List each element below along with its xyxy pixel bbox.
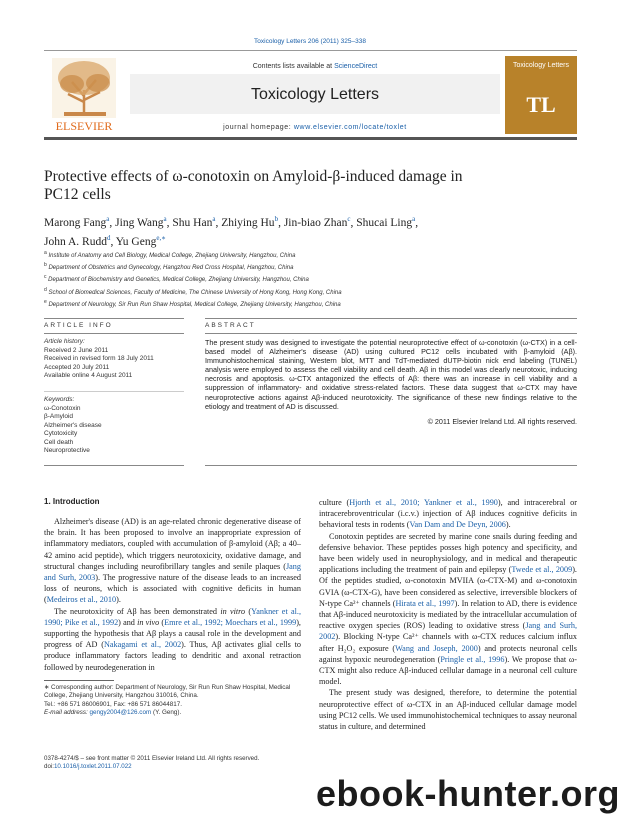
citation-link[interactable]: Nakagami et al., 2002 [103, 640, 182, 650]
article-title: Protective effects of ω-conotoxin on Amyloid-β-induced damage in PC12 cells [44, 168, 463, 203]
author-name[interactable]: Shu Han [172, 216, 213, 229]
author-affiliation-marker[interactable]: c [347, 215, 351, 223]
doi-link[interactable]: 10.1016/j.toxlet.2011.07.022 [53, 763, 132, 770]
history-item: Accepted 20 July 2011 [44, 363, 110, 371]
corresponding-author-footnote [44, 684, 301, 717]
corresponding-email-line: E-mail address: gengy2004@126.com (Y. Geng). [44, 708, 182, 716]
citation-link[interactable]: Pringle et al., 1996 [440, 654, 505, 664]
keyword-item: Alzheimer's disease [44, 421, 102, 429]
author-name[interactable]: John A. Rudd [44, 235, 107, 248]
keywords-rule [44, 391, 184, 392]
intro-paragraph: culture (Hjorth et al., 2010; Yankner et al., 1990), and intracerebral or intracerebroventricular (i.c.v.) injection of Aβ induces cognitive deficits in behavioral tests in rodents (Van Dam and De Deyn, 2006). [319, 498, 577, 530]
author-name[interactable]: Yu Geng [115, 235, 157, 248]
author-affiliation-marker[interactable]: a [412, 215, 416, 223]
keyword-item: Cell death [44, 438, 74, 446]
author-affiliation-marker[interactable]: b [274, 215, 279, 223]
article-info-rule [44, 333, 184, 334]
corresponding-phone: Tel.: +86 571 86006901, Fax: +86 571 86044817. [44, 700, 182, 708]
corresponding-address: ∗ Corresponding author: Department of Neurology, Sir Run Run Shaw Hospital, Medical College, Zhejiang University, Hangzhou 310016, China. [44, 684, 291, 700]
contents-line [130, 63, 500, 70]
intro-paragraph: Conotoxin peptides are secreted by marine cone snails during feeding and defensive behavior. These peptides posses high potency and specificity, and have been widely used in neurophysiology, and in medical and therapeutic applications including the treatment of pain and epilepsy (Twede et al., 2009). Of the peptides studied, ω-conotoxin MVIIA (ω-CTX-M) and ω-conotoxin GVIA (ω-CTX-G), have been considered as selective, irreversible blockers of N-type Ca²⁺ channels (Hirata et al., 1997). In relation to AD, there is evidence that Aβ-induced neurotoxicity is mediated by the intracellular accumulation of reactive oxygen species (ROS) leading to oxidative stress (Jang and Surh, 2002). Blocking N-type Ca²⁺ channels with ω-CTX reduces calcium influx after H₂O₂ exposure (Wang and Joseph, 2000) and protects neuronal cells against hypoxic neurodegeneration (Pringle et al., 1996). We propose that ω-CTX might also reduce Aβ-induced cellular damage in a neuronal cell culture model. [319, 531, 578, 687]
author-name[interactable]: Jin-biao Zhan [283, 216, 348, 229]
issn-line: 0378-4274/$ – see front matter © 2011 Elsevier Ireland Ltd. All rights reserved. [44, 755, 260, 762]
body-column-left [44, 516, 301, 673]
homepage-link[interactable]: www.elsevier.com/locate/toxlet [293, 124, 407, 131]
intro-paragraph: Alzheimer's disease (AD) is an age-related chronic degenerative disease of the brain. It has been proposed to involve an inappropriate expression of inflammatory mediators, coupled with accumulation of β-amyloid (Aβ; a 40–42 amino acid peptide), which triggers neurotoxicity, oxidative damage, and structural changes including neurofibrillary tangles and senile plaques (Jang and Surh, 2003). The progressive nature of the disease leads to an increased loss of neurons, which is associated with cognitive deficits in human (Medeiros et al., 2010). [44, 517, 301, 605]
introduction-heading: 1. Introduction [44, 497, 100, 506]
citation-link[interactable]: Van Dam and De Deyn, 2006 [409, 520, 506, 530]
footer-identifiers [44, 755, 344, 771]
history-label: Article history: [44, 338, 85, 345]
article-history [44, 338, 184, 381]
author-affiliation-marker[interactable]: a [212, 215, 216, 223]
cover-initials: TL [526, 92, 556, 117]
affiliation-item: $^b$ Department of Obstetrics and Gynecology, Hangzhou Red Cross Hospital, Hangzhou, China [44, 262, 294, 272]
article-info-bottom-rule [44, 465, 184, 466]
cover-title: Toxicology Letters [512, 62, 570, 69]
affiliation-item: $^c$ Department of Biochemistry and Genetics, Medical College, Zhejiang University, Hangzhou, China [44, 274, 309, 284]
keywords [44, 396, 184, 456]
copyright: © 2011 Elsevier Ireland Ltd. All rights reserved. [427, 417, 577, 426]
citation-link[interactable]: Hjorth et al., 2010; Yankner et al., 1990 [349, 498, 498, 507]
authors-line-2: John A. Rudd$^d$, Yu Geng$^{e,∗}$ [44, 233, 166, 248]
history-item: Available online 4 August 2011 [44, 372, 133, 379]
author-affiliation-marker[interactable]: d [106, 233, 111, 242]
author-name[interactable]: Shucai Ling [356, 216, 413, 229]
affiliation-item: $^d$ School of Biomedical Sciences, Faculty of Medicine, The Chinese University of Hong Kong, Hong Kong, China [44, 286, 342, 296]
abstract-bottom-rule [205, 465, 577, 466]
abstract-top-rule [205, 318, 577, 319]
author-name[interactable]: Zhiying Hu [221, 216, 275, 229]
journal-homepage [130, 124, 500, 131]
affiliation-item: $^e$ Department of Neurology, Sir Run Run Shaw Hospital, Medical College, Zhejiang University, Hangzhou, China [44, 298, 341, 308]
authors-line-1: Marong Fang$^a$, Jing Wang$^a$, Shu Han$^a$, Zhiying Hu$^b$, Jin-biao Zhan$^c$, Shucai Ling$^a$, [44, 215, 419, 229]
intro-paragraph: The neurotoxicity of Aβ has been demonstrated in vitro (Yankner et al., 1990; Pike et al., 1992) and in vivo (Emre et al., 1992; Moechars et al., 1999), supporting the hypothesis that Aβ plays a causal role in the development and progress of AD (Nakagami et al., 2002). Thus, Aβ activates glial cells to produce inflammatory factors leading to dendritic and axonal retraction followed by neurodegeneration in [44, 606, 302, 672]
author-affiliation-marker[interactable]: a [106, 215, 110, 223]
keyword-item: β-Amyloid [44, 413, 74, 420]
footnote-rule [44, 680, 114, 681]
abstract-text: The present study was designed to investigate the potential neuroprotective effect of ω-conotoxin (ω-CTX) in a cell-based model of Alzheimer's disease (AD) using cultured PC12 cells incubated with β-amyloid (Aβ). Immunohistochemical staining, Western blot, MTT and TdT-mediated dUTP-biotin nick end labeling (TUNEL) analysis were employed to assess the cell viability and cell death. Aβ in this model was clearly neurotoxic, inducing necrosis and apoptosis. ω-CTX antagonized the effects of Aβ: there was an increase in cell viability and a suppression of inflammatory- and oxidative stress-related factors. These data suggest that ω-CTX may have neuroprotective actions against Aβ-induced neurotoxicity. The significance of these new findings relative to the etiology and treatment of AD is discussed. [205, 338, 577, 411]
email-link[interactable]: gengy2004@126.com [89, 708, 152, 716]
citation-link[interactable]: Wang and Joseph, 2000 [395, 643, 478, 653]
affiliation-item: $^a$ Institute of Anatomy and Cell Biology, Medical College, Zhejiang University, Hangzhou, China [44, 250, 296, 259]
citation-link[interactable]: Hirata et al., 1997 [395, 598, 455, 608]
author-name[interactable]: Marong Fang [44, 216, 107, 229]
citation-link[interactable]: Emre et al., 1992; Moechars et al., 1999 [164, 617, 297, 627]
contents-prefix: Contents lists available at [252, 63, 335, 70]
homepage-label: journal homepage: [223, 124, 294, 131]
citation-link[interactable]: Jang and Surh, 2003 [44, 561, 301, 583]
author-affiliation-marker[interactable]: a [163, 215, 167, 223]
history-item: Received in revised form 18 July 2011 [44, 355, 154, 362]
elsevier-logo [44, 56, 134, 134]
citation-link[interactable]: Twede et al., 2009 [511, 565, 573, 575]
keyword-item: Cytotoxicity [44, 430, 78, 437]
keyword-item: ω-Conotoxin [44, 404, 81, 412]
watermark: ebook-hunter.org [316, 773, 620, 814]
keyword-item: Neuroprotective [44, 447, 90, 454]
article-info-heading: ARTICLE INFO [44, 322, 113, 329]
body-column-right [319, 497, 577, 732]
abstract-rule [205, 333, 577, 334]
author-list [44, 212, 544, 250]
keywords-label: Keywords: [44, 396, 75, 403]
citation-link[interactable]: Jang and Surh, 2002 [319, 621, 578, 642]
intro-paragraph: The present study was designed, therefore, to determine the potential neuroprotective effect of ω-CTX in an Aβ-induced cellular damage model using PC12 cells. We used immunohistochemical techniques to assay neuronal status in culture, and determined [319, 688, 577, 732]
citation-link[interactable]: Medeiros et al., 2010 [46, 595, 117, 605]
article-info-top-rule [44, 318, 184, 319]
citation-link[interactable]: Yankner et al., 1990; Pike et al., 1992 [44, 606, 302, 627]
author-affiliation-marker[interactable]: e,∗ [156, 233, 166, 242]
journal-title: Toxicology Letters [250, 86, 380, 103]
journal-citation[interactable]: Toxicology Letters 206 (2011) 325–338 [254, 38, 366, 45]
history-item: Received 2 June 2011 [44, 346, 109, 354]
abstract-heading: ABSTRACT [205, 322, 256, 329]
svg-text:ELSEVIER: ELSEVIER [55, 119, 113, 133]
author-name[interactable]: Jing Wang [115, 216, 164, 229]
sciencedirect-link[interactable]: ScienceDirect [334, 63, 378, 70]
doi-line: doi:10.1016/j.toxlet.2011.07.022 [44, 763, 132, 770]
affiliations [44, 249, 564, 310]
